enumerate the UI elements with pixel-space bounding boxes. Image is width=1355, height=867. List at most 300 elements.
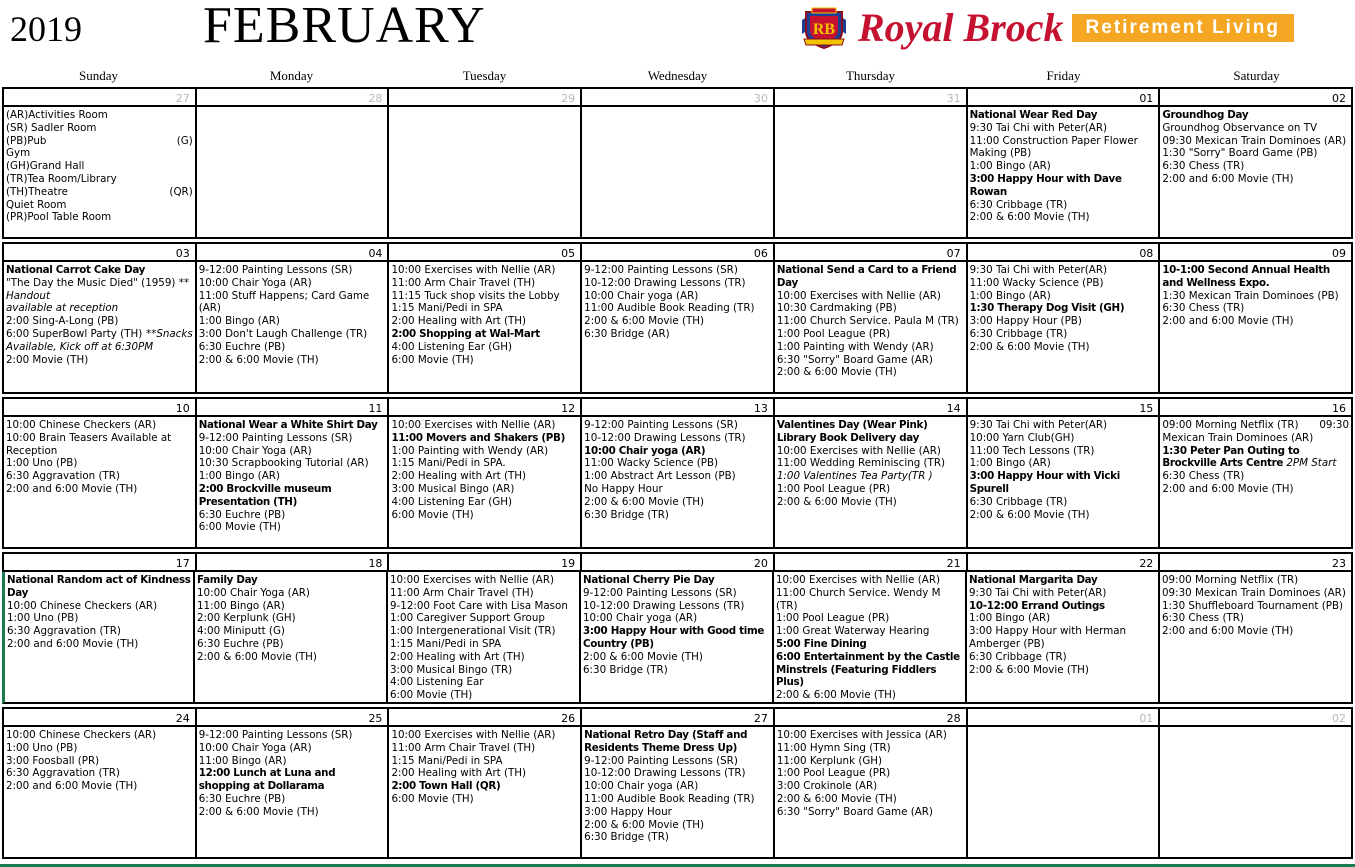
- event-text: 2PM Start: [1283, 457, 1337, 470]
- event-line: [970, 302, 1157, 315]
- day-cell-14: [775, 417, 968, 549]
- event-line: [199, 328, 386, 341]
- event-text: 2:00 Movie (TH): [6, 353, 89, 366]
- event-line: [584, 509, 771, 522]
- event-line: [7, 612, 191, 625]
- event-line: [969, 587, 1156, 600]
- event-line: [777, 470, 964, 483]
- date-number: 18: [197, 552, 390, 572]
- year-label: 2019: [10, 9, 82, 49]
- event-line: [1162, 290, 1349, 303]
- page-header: [0, 0, 1355, 62]
- event-text: 12:00 Lunch at Luna and shopping at Dollarama: [198, 767, 336, 793]
- event-text: 2:00 Healing with Art (TH): [391, 315, 527, 328]
- event-text: 1:30 Shuffleboard Tournament (PB): [1162, 599, 1344, 612]
- event-line: [1162, 470, 1349, 483]
- event-text: 1:00 Pool League (PR): [776, 327, 891, 340]
- event-line: [777, 767, 964, 780]
- date-number: 13: [582, 397, 775, 417]
- day-cell-28: [197, 107, 390, 239]
- event-line: [1162, 587, 1349, 600]
- weekday-label: Monday: [269, 68, 314, 83]
- event-text: 10:30 Scrapbooking Tutorial (AR): [198, 457, 369, 470]
- event-text: 2:00 & 6:00 Movie (TH): [583, 650, 703, 663]
- event-text: 3:00 Musical Bingo (TR): [390, 663, 513, 676]
- event-line: [391, 767, 578, 780]
- event-line: [1162, 625, 1349, 638]
- event-text: 10:00 Chair yoga (AR): [583, 612, 698, 625]
- event-line: [6, 109, 193, 122]
- event-line: [969, 600, 1156, 613]
- event-line: [777, 445, 964, 458]
- event-text: 9:30 Tai Chi with Peter(AR): [969, 419, 1108, 431]
- event-line: [1162, 109, 1349, 122]
- event-line: [583, 574, 770, 587]
- event-line: [776, 625, 963, 638]
- event-text: 3:00 Happy Hour with Herman Amberger (PB): [969, 625, 1127, 650]
- day-cell-03: [4, 262, 197, 394]
- event-text: 6:30 Chess (TR): [1162, 612, 1244, 625]
- event-text: (QR): [169, 185, 193, 198]
- event-line: [584, 483, 771, 496]
- event-line: [6, 767, 193, 780]
- event-line: [391, 354, 578, 367]
- date-number: 03: [4, 242, 197, 262]
- event-text: 3:00 Happy Hour with Dave Rowan: [969, 172, 1122, 198]
- day-cell-02: [1160, 727, 1353, 859]
- date-number: 14: [775, 397, 968, 417]
- event-line: [970, 445, 1157, 458]
- date-number: 01: [968, 707, 1161, 727]
- event-text: 11:00 Audible Book Reading (TR): [584, 792, 755, 805]
- event-text: 6:30 Euchre (PB): [198, 508, 286, 521]
- event-text: 2:00 & 6:00 Movie (TH): [969, 211, 1090, 224]
- event-text: 2:00 & 6:00 Movie (TH): [584, 818, 705, 831]
- event-text: Groundhog Day: [1162, 109, 1249, 121]
- event-line: [197, 600, 384, 613]
- event-line: [970, 173, 1157, 199]
- event-text: 11:00 Wedding Reminiscing (TR): [776, 457, 946, 470]
- event-line: [6, 432, 193, 458]
- event-line: [584, 767, 771, 780]
- event-text: 6:30 Chess (TR): [1162, 302, 1245, 315]
- event-line: [391, 315, 578, 328]
- event-text: 2:00 Healing with Art (TH): [391, 470, 527, 483]
- event-text: Groundhog Observance on TV: [1162, 121, 1318, 134]
- event-line: [6, 315, 193, 328]
- day-cell-10: [4, 417, 197, 549]
- date-number: 27: [582, 707, 775, 727]
- event-text: 2:00 and 6:00 Movie (TH): [6, 482, 138, 495]
- event-text: 10:00 Chinese Checkers (AR): [6, 729, 157, 741]
- event-text: 09:30 Mexican Train Dominoes (AR): [1162, 586, 1346, 599]
- event-text: National Retro Day (Staff and Residents Theme Dress Up): [584, 729, 748, 754]
- day-cell-22: [967, 572, 1160, 704]
- event-text: 3:00 Happy Hour with Vicki Spurell: [969, 470, 1120, 495]
- event-line: [970, 277, 1157, 290]
- event-text: 11:15 Tuck shop visits the Lobby: [391, 289, 560, 302]
- event-text: 1:15 Mani/Pedi in SPA: [390, 637, 502, 650]
- event-text: 10:00 Yarn Club(GH): [969, 431, 1075, 444]
- event-text: 6:30 Cribbage (TR): [969, 198, 1068, 211]
- event-text: 10:00 Chair yoga (AR): [584, 289, 699, 302]
- event-text: Library Book Delivery day: [776, 431, 920, 444]
- event-line: [6, 147, 193, 160]
- event-text: 2:00 & 6:00 Movie (TH): [584, 315, 705, 328]
- weekday-label: Sunday: [79, 68, 118, 83]
- date-number: 08: [968, 242, 1161, 262]
- event-line: [1162, 574, 1349, 587]
- event-line: [6, 354, 193, 367]
- event-line: [7, 638, 191, 651]
- event-text: 2:00 Town Hall (QR): [391, 780, 501, 793]
- event-line: [584, 419, 771, 432]
- event-text: 1:00 Caregiver Support Group: [390, 612, 545, 625]
- royal-brock-crest-icon: [798, 6, 850, 50]
- date-number: 09: [1160, 242, 1353, 262]
- event-line: [584, 457, 771, 470]
- date-number: 01: [968, 87, 1161, 107]
- event-line: [6, 160, 193, 173]
- event-text: Mexican Train Dominoes (AR): [1162, 431, 1314, 444]
- event-text: 3:00 Happy Hour (PB): [969, 315, 1082, 328]
- date-number: 20: [582, 552, 775, 572]
- event-line: [970, 328, 1157, 341]
- event-text: 9-12:00 Painting Lessons (SR): [583, 586, 737, 599]
- event-line: [1162, 160, 1349, 173]
- event-line: [199, 755, 386, 768]
- event-line: [776, 612, 963, 625]
- event-line: [390, 651, 577, 664]
- event-line: [776, 651, 963, 689]
- event-line: [1162, 432, 1349, 445]
- event-line: [391, 328, 578, 341]
- crest-initials: RB: [812, 21, 836, 38]
- event-text: 1:00 Uno (PB): [6, 741, 78, 754]
- event-line: [1162, 612, 1349, 625]
- date-number: 28: [197, 87, 390, 107]
- date-number: 21: [775, 552, 968, 572]
- event-line: [390, 612, 577, 625]
- event-text: 1:00 Painting with Wendy (AR): [391, 444, 549, 457]
- event-text: National Random act of Kindness Day: [7, 574, 191, 599]
- event-line: [584, 277, 771, 290]
- event-text: 11:00 Bingo (AR): [198, 754, 287, 767]
- event-text: 1:00 Pool League (PR): [776, 767, 891, 780]
- event-line: [970, 509, 1157, 522]
- event-text: 09:30: [1319, 419, 1350, 431]
- event-text: 10:00 Chair Yoga (AR): [197, 586, 310, 599]
- event-text: Valentines Day (Wear Pink): [776, 419, 928, 431]
- event-line: [969, 625, 1156, 651]
- event-text: (SR) Sadler Room: [6, 121, 97, 134]
- event-text: National Wear Red Day: [969, 109, 1098, 121]
- event-line: [777, 457, 964, 470]
- day-cell-15: [968, 417, 1161, 549]
- event-line: [199, 729, 386, 742]
- day-cell-27: [582, 727, 775, 859]
- event-text: 10-12:00 Drawing Lessons (TR): [584, 431, 746, 444]
- event-line: [390, 600, 577, 613]
- event-text: 3:00 Musical Bingo (AR): [391, 482, 515, 495]
- event-text: 3:00 Don't Laugh Challenge (TR): [198, 327, 368, 340]
- event-line: [777, 742, 964, 755]
- weekday-label: Friday: [1046, 68, 1081, 83]
- event-text: 3:00 Happy Hour with Good time Country (PB): [583, 625, 765, 650]
- event-text: National Cherry Pie Day: [583, 574, 715, 586]
- event-text: 6:30 Bridge (TR): [583, 663, 668, 676]
- event-text: 11:00 Wacky Science (PB): [584, 457, 719, 470]
- event-line: [6, 199, 193, 212]
- event-text: 10-12:00 Drawing Lessons (TR): [584, 276, 746, 289]
- event-line: [390, 574, 577, 587]
- event-text: 2:00 & 6:00 Movie (TH): [969, 508, 1090, 521]
- event-line: [6, 483, 193, 496]
- event-line: [1162, 315, 1349, 328]
- week-row: [2, 397, 1353, 549]
- event-text: 9:30 Tai Chi with Peter(AR): [969, 586, 1107, 599]
- day-cell-06: [582, 262, 775, 394]
- event-line: [584, 328, 771, 341]
- event-text: 11:00 Arm Chair Travel (TH): [391, 741, 536, 754]
- event-line: [969, 574, 1156, 587]
- event-text: 2:00 Healing with Art (TH): [391, 767, 527, 780]
- event-text: 2:00 & 6:00 Movie (TH): [776, 792, 897, 805]
- event-text: 11:00 Tech Lessons (TR): [969, 444, 1095, 457]
- event-text: 09:00 Morning Netflix (TR): [1162, 574, 1299, 586]
- event-line: [584, 831, 771, 844]
- event-line: [6, 135, 193, 148]
- event-text: 9-12:00 Foot Care with Lisa Mason: [390, 599, 568, 612]
- event-text: 10:00 Brain Teasers Available at Reception: [6, 431, 172, 457]
- event-line: [970, 122, 1157, 135]
- event-text: 6:30 Bridge (TR): [584, 831, 669, 844]
- event-text: 2:00 Shopping at Wal-Mart: [391, 327, 540, 340]
- event-line: [199, 457, 386, 470]
- event-text: 10:00 Chair Yoga (AR): [198, 276, 312, 289]
- event-line: [391, 509, 578, 522]
- event-line: [777, 302, 964, 315]
- event-text: 11:00 Arm Chair Travel (TH): [390, 586, 534, 599]
- event-line: [584, 729, 771, 755]
- date-number: 19: [389, 552, 582, 572]
- event-text: 2:00 Healing with Art (TH): [390, 650, 525, 663]
- event-line: [199, 264, 386, 277]
- event-line: [390, 676, 577, 689]
- event-line: [199, 290, 386, 316]
- event-line: [777, 432, 964, 445]
- event-line: [7, 574, 191, 600]
- day-cell-09: [1160, 262, 1353, 394]
- date-number: 16: [1160, 397, 1353, 417]
- event-text: 1:15 Mani/Pedi in SPA: [391, 754, 503, 767]
- event-line: [583, 664, 770, 677]
- weekday-header-row: [2, 68, 1353, 84]
- event-line: [584, 496, 771, 509]
- event-text: 5:00 Fine Dining: [776, 637, 867, 650]
- event-line: [777, 780, 964, 793]
- event-line: [583, 625, 770, 651]
- event-line: [583, 587, 770, 600]
- event-text: 2:00 and 6:00 Movie (TH): [1162, 482, 1294, 495]
- event-text: 2:00 and 6:00 Movie (TH): [1162, 315, 1294, 328]
- calendar-grid: [2, 87, 1353, 859]
- event-text: 2:00 & 6:00 Movie (TH): [969, 340, 1090, 353]
- event-line: [6, 186, 193, 199]
- event-line: [777, 328, 964, 341]
- date-number: 29: [389, 87, 582, 107]
- event-text: 09:30 Mexican Train Dominoes (AR): [1162, 134, 1347, 147]
- event-text: National Send a Card to a Friend Day: [776, 264, 957, 289]
- event-text: 1:00 Valentines Tea Party(TR ): [776, 470, 933, 483]
- week-row: [2, 707, 1353, 859]
- event-line: [970, 109, 1157, 122]
- event-text: National Wear a White Shirt Day: [198, 419, 378, 431]
- event-line: [199, 277, 386, 290]
- event-line: [199, 767, 386, 793]
- event-line: [6, 780, 193, 793]
- event-line: [970, 341, 1157, 354]
- date-number: 11: [197, 397, 390, 417]
- event-line: [7, 625, 191, 638]
- event-text: 10:00 Exercises with Nellie (AR): [776, 289, 941, 302]
- event-text: 6:30 Cribbage (TR): [969, 650, 1067, 663]
- date-number: 07: [775, 242, 968, 262]
- event-text: 2:00 & 6:00 Movie (TH): [776, 366, 897, 379]
- event-text: 6:30 Bridge (AR): [584, 327, 670, 340]
- event-text: 10:00 Chair yoga (AR): [584, 444, 706, 457]
- event-line: [1162, 264, 1349, 290]
- day-cell-21: [774, 572, 967, 704]
- event-line: [391, 445, 578, 458]
- event-text: 6:00 Entertainment by the Castle Minstrels (Featuring Fiddlers Plus): [776, 650, 960, 689]
- event-text: (PB)Pub: [6, 134, 47, 147]
- event-text: 10-1:00 Second Annual Health and Wellness Expo.: [1162, 264, 1330, 289]
- event-text: 6:30 Aggravation (TR): [6, 470, 120, 483]
- event-line: [391, 302, 578, 315]
- event-line: [970, 199, 1157, 212]
- event-line: [199, 419, 386, 432]
- event-text: 10:00 Chair Yoga (AR): [198, 444, 312, 457]
- date-number: 27: [4, 87, 197, 107]
- event-line: [970, 211, 1157, 224]
- event-text: 2:00 & 6:00 Movie (TH): [198, 805, 319, 818]
- event-line: [391, 277, 578, 290]
- event-text: 11:00 Kerplunk (GH): [776, 754, 883, 767]
- day-cell-01: [968, 107, 1161, 239]
- date-number: 30: [582, 87, 775, 107]
- event-text: 3:00 Foosball (PR): [6, 754, 100, 767]
- event-line: [777, 315, 964, 328]
- date-number: 31: [775, 87, 968, 107]
- event-line: [199, 341, 386, 354]
- weekday-label: Wednesday: [647, 68, 708, 83]
- brand-tagline-badge: Retirement Living: [1072, 14, 1294, 42]
- event-text: Handout: [6, 289, 50, 302]
- event-text: 1:30 "Sorry" Board Game (PB): [1162, 147, 1318, 160]
- event-line: [199, 806, 386, 819]
- day-cell-26: [389, 727, 582, 859]
- event-text: 11:00 Construction Paper Flower Making (PB): [969, 134, 1138, 160]
- event-line: [6, 211, 193, 224]
- event-line: [1162, 147, 1349, 160]
- event-text: 11:00 Stuff Happens; Card Game (AR): [198, 289, 370, 315]
- day-cell-18: [195, 572, 388, 704]
- day-cell-25: [197, 727, 390, 859]
- event-line: [1162, 122, 1349, 135]
- day-cell-28: [775, 727, 968, 859]
- date-number: 24: [4, 707, 197, 727]
- event-line: [197, 574, 384, 587]
- event-text: 1:00 Bingo (AR): [969, 289, 1051, 302]
- event-line: [199, 354, 386, 367]
- event-line: [970, 457, 1157, 470]
- event-line: [777, 354, 964, 367]
- event-text: 6:00 Movie (TH): [391, 353, 474, 366]
- event-line: [970, 315, 1157, 328]
- event-text: 1:30 Peter Pan Outing to Brockville Arts Centre: [1162, 444, 1300, 470]
- event-line: [390, 689, 577, 702]
- event-line: [391, 432, 578, 445]
- event-line: [777, 290, 964, 303]
- event-text: 11:00 Arm Chair Travel (TH): [391, 276, 536, 289]
- event-line: [199, 483, 386, 509]
- event-line: [1162, 419, 1349, 432]
- event-text: 6:00 Movie (TH): [390, 689, 473, 702]
- event-line: [197, 651, 384, 664]
- event-text: 10:00 Chinese Checkers (AR): [6, 419, 157, 431]
- day-cell-24: [4, 727, 197, 859]
- event-line: [199, 315, 386, 328]
- day-cell-16: [1160, 417, 1353, 549]
- event-line: [391, 729, 578, 742]
- event-text: available at reception: [6, 302, 119, 315]
- event-line: [199, 445, 386, 458]
- event-line: [970, 470, 1157, 496]
- event-text: 6:30 "Sorry" Board Game (AR): [776, 353, 933, 366]
- event-line: [1162, 600, 1349, 613]
- event-line: [969, 651, 1156, 664]
- event-line: [6, 419, 193, 432]
- event-text: 1:00 Uno (PB): [7, 612, 79, 625]
- event-text: 2:00 Kerplunk (GH): [197, 612, 296, 625]
- event-text: 1:30 Therapy Dog Visit (GH): [969, 302, 1125, 315]
- event-text: 6:30 Chess (TR): [1162, 470, 1245, 483]
- day-cell-30: [582, 107, 775, 239]
- event-text: 1:00 Bingo (AR): [969, 612, 1051, 625]
- event-text: (G): [176, 134, 193, 147]
- week-row: [2, 552, 1353, 704]
- day-cell-01: [968, 727, 1161, 859]
- event-line: [6, 341, 193, 354]
- event-text: 1:30 Mexican Train Dominoes (PB): [1162, 289, 1339, 302]
- event-text: 6:30 Cribbage (TR): [969, 327, 1068, 340]
- event-text: 2:00 & 6:00 Movie (TH): [969, 663, 1089, 676]
- brand-logo: [798, 6, 1294, 50]
- event-line: [6, 742, 193, 755]
- event-text: 2:00 and 6:00 Movie (TH): [7, 637, 139, 650]
- event-text: 9:30 Tai Chi with Peter(AR): [969, 264, 1108, 276]
- event-line: [391, 496, 578, 509]
- event-line: [391, 264, 578, 277]
- event-text: 11:00 Bingo (AR): [197, 599, 285, 612]
- event-line: [776, 638, 963, 651]
- event-line: [391, 793, 578, 806]
- event-text: 10:00 Exercises with Nellie (AR): [776, 444, 941, 457]
- event-line: [584, 819, 771, 832]
- event-text: (TR)Tea Room/Library: [6, 172, 117, 185]
- event-text: 2:00 & 6:00 Movie (TH): [198, 353, 319, 366]
